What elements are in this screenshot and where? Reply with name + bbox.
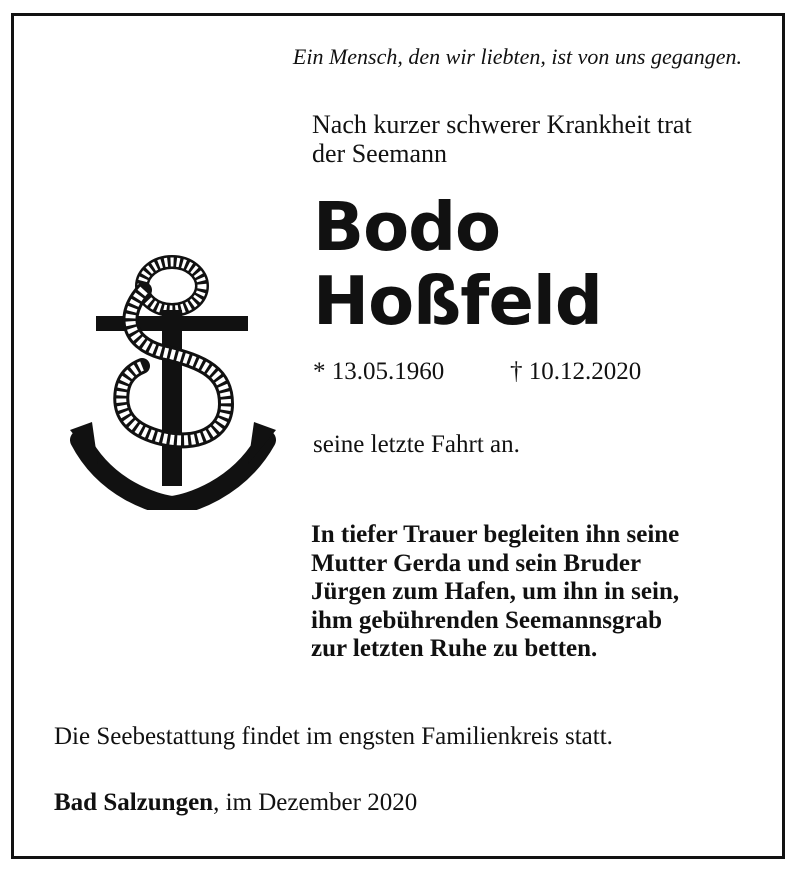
mourning-line: Mutter Gerda und sein Bruder [311,549,642,577]
intro-text [312,110,692,168]
place-date [54,789,417,817]
life-dates [313,358,642,386]
deceased-name [313,190,602,338]
first-name: Bodo [313,188,501,266]
intro-line: Nach kurzer schwerer Krankheit trat [312,110,692,139]
date-text: , im Dezember 2020 [213,789,418,816]
burial-note: Die Seebestattung findet im engsten Familienkreis statt. [54,723,613,750]
birth-date: * 13.05.1960 [313,358,445,385]
intro-line: der Seemann [312,139,448,168]
anchor-icon [66,254,282,510]
death-date: † 10.12.2020 [510,358,642,385]
last-voyage-text: seine letzte Fahrt an. [313,431,520,458]
mourning-line: In tiefer Trauer begleiten ihn seine [311,521,680,548]
place-name: Bad Salzungen [54,789,214,816]
last-name: Hoßfeld [313,262,602,340]
mourning-line: ihm gebührenden Seemannsgrab [311,606,662,634]
motto: Ein Mensch, den wir liebten, ist von uns gegangen. [292,44,742,69]
mourning-line: Jürgen zum Hafen, um ihn in sein, [311,578,680,605]
mourning-line: zur letzten Ruhe zu betten. [311,635,598,662]
mourning-text [311,521,679,664]
